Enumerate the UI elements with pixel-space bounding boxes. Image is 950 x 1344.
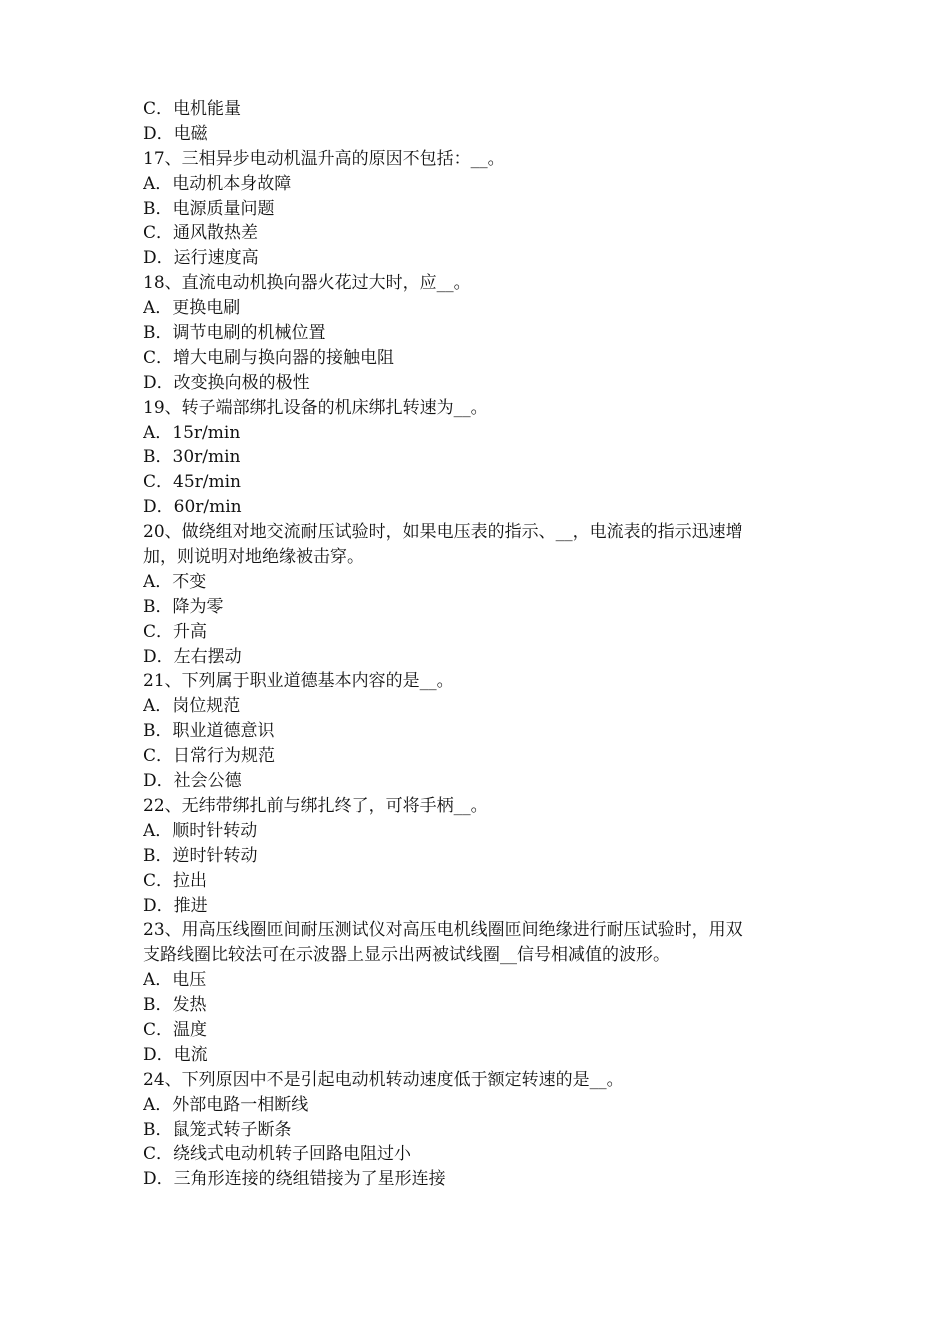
option-line: [143, 346, 813, 371]
option-text: 左右摆动: [173, 646, 242, 667]
option-separator: ．: [156, 1169, 174, 1190]
option-line: [143, 645, 813, 670]
option-separator: ．: [155, 970, 173, 991]
option-letter: A: [143, 173, 156, 194]
option-separator: ．: [155, 1094, 173, 1115]
option-letter: C: [143, 223, 157, 244]
question-text: 转子端部绑扎设备的机床绑扎转速为__。: [181, 397, 488, 418]
option-text: 外部电路一相断线: [172, 1094, 309, 1115]
option-letter: D: [143, 771, 157, 792]
question-22: [143, 794, 813, 819]
option-line: [143, 197, 813, 222]
question-separator: 、: [164, 920, 182, 941]
option-letter: B: [143, 596, 156, 617]
option-line: [143, 470, 813, 495]
option-letter: C: [143, 746, 157, 767]
option-text: 电磁: [173, 123, 208, 144]
question-separator: 、: [164, 273, 182, 294]
option-separator: ．: [156, 895, 174, 916]
option-letter: A: [143, 970, 156, 991]
question-number: 19: [143, 397, 165, 418]
option-line: [143, 1018, 813, 1043]
option-separator: ．: [155, 422, 173, 443]
option-letter: A: [143, 422, 156, 443]
option-line: [143, 1043, 813, 1068]
option-letter: B: [143, 447, 156, 468]
option-letter: C: [143, 1144, 157, 1165]
option-separator: ．: [155, 696, 173, 717]
option-text: 增大电刷与换向器的接触电阻: [173, 347, 395, 368]
option-letter: D: [143, 372, 157, 393]
option-letter: C: [143, 1019, 157, 1040]
option-text: 岗位规范: [172, 696, 241, 717]
option-separator: ．: [155, 447, 173, 468]
option-letter: B: [143, 721, 156, 742]
question-number: 22: [143, 795, 165, 816]
question-text: 用高压线圈匝间耐压测试仪对高压电机线圈匝间绝缘进行耐压试验时，用双: [181, 920, 743, 941]
question-21: [143, 669, 813, 694]
option-text: 15r/min: [172, 422, 241, 443]
question-text: 下列属于职业道德基本内容的是__。: [181, 671, 454, 692]
option-line: [143, 819, 813, 844]
question-text: 做绕组对地交流耐压试验时，如果电压表的指示、__，电流表的指示迅速增: [181, 522, 743, 543]
option-separator: ．: [156, 497, 174, 518]
option-letter: D: [143, 895, 157, 916]
option-separator: ．: [156, 347, 174, 368]
option-text: 逆时针转动: [172, 845, 258, 866]
option-text: 三角形连接的绕组错接为了星形连接: [173, 1169, 446, 1190]
question-number: 18: [143, 273, 165, 294]
option-letter: D: [143, 248, 157, 269]
option-text: 通风散热差: [173, 223, 259, 244]
option-line: [143, 769, 813, 794]
option-text: 职业道德意识: [172, 721, 275, 742]
option-line: [143, 421, 813, 446]
option-separator: ．: [156, 746, 174, 767]
question-separator: 、: [164, 148, 182, 169]
option-text: 升高: [173, 621, 208, 642]
option-text: 30r/min: [172, 447, 241, 468]
option-line: [143, 1093, 813, 1118]
option-separator: ．: [155, 298, 173, 319]
option-line: [143, 221, 813, 246]
option-separator: ．: [156, 1044, 174, 1065]
question-19: [143, 396, 813, 421]
question-separator: 、: [164, 1069, 182, 1090]
option-text: 45r/min: [173, 472, 242, 493]
option-letter: B: [143, 323, 156, 344]
question-20: [143, 520, 813, 545]
option-separator: ．: [156, 771, 174, 792]
question-18: [143, 271, 813, 296]
option-line: [143, 296, 813, 321]
question-separator: 、: [164, 671, 182, 692]
question-number: 20: [143, 522, 165, 543]
option-letter: C: [143, 472, 157, 493]
option-text: 鼠笼式转子断条: [172, 1119, 292, 1140]
question-text: 加，则说明对地绝缘被击穿。: [143, 547, 364, 568]
option-line: [143, 1142, 813, 1167]
option-separator: ．: [155, 845, 173, 866]
option-separator: ．: [156, 1144, 174, 1165]
option-letter: B: [143, 1119, 156, 1140]
option-text: 降为零: [172, 596, 224, 617]
option-separator: ．: [156, 646, 174, 667]
option-text: 绕线式电动机转子回路电阻过小: [173, 1144, 412, 1165]
option-line: [143, 172, 813, 197]
option-letter: A: [143, 696, 156, 717]
question-text: 下列原因中不是引起电动机转动速度低于额定转速的是__。: [181, 1069, 624, 1090]
option-text: 社会公德: [173, 771, 242, 792]
option-letter: C: [143, 99, 157, 119]
option-line: [143, 1118, 813, 1143]
option-separator: ．: [156, 621, 174, 642]
option-line: [143, 246, 813, 271]
option-line: [143, 371, 813, 396]
option-separator: ．: [155, 571, 173, 592]
question-separator: 、: [164, 397, 182, 418]
question-text: 无纬带绑扎前与绑扎终了，可将手柄__。: [181, 795, 488, 816]
option-line: [143, 620, 813, 645]
option-line: [143, 744, 813, 769]
option-letter: D: [143, 1044, 157, 1065]
option-separator: ．: [155, 173, 173, 194]
option-separator: ．: [156, 870, 174, 891]
option-line: [143, 495, 813, 520]
option-text: 改变换向极的极性: [173, 372, 310, 393]
option-letter: D: [143, 1169, 157, 1190]
question-number: 23: [143, 920, 165, 941]
option-line: [143, 97, 813, 122]
option-separator: ．: [155, 323, 173, 344]
question-23-continued: [143, 943, 813, 968]
option-separator: ．: [156, 372, 174, 393]
option-letter: B: [143, 995, 156, 1016]
option-line: [143, 719, 813, 744]
option-text: 电机能量: [173, 99, 242, 119]
option-separator: ．: [155, 721, 173, 742]
option-letter: A: [143, 298, 156, 319]
option-separator: ．: [156, 248, 174, 269]
option-line: [143, 694, 813, 719]
option-line: [143, 122, 813, 147]
option-text: 发热: [172, 995, 207, 1016]
option-separator: ．: [155, 596, 173, 617]
option-line: [143, 570, 813, 595]
option-line: [143, 844, 813, 869]
option-letter: A: [143, 820, 156, 841]
document-page: [143, 97, 813, 1192]
option-line: [143, 869, 813, 894]
option-letter: B: [143, 845, 156, 866]
option-text: 电动机本身故障: [172, 173, 292, 194]
option-separator: ．: [155, 820, 173, 841]
question-separator: 、: [164, 522, 182, 543]
option-line: [143, 321, 813, 346]
question-number: 17: [143, 148, 165, 169]
option-text: 温度: [173, 1019, 208, 1040]
option-text: 日常行为规范: [173, 746, 276, 767]
option-line: [143, 894, 813, 919]
option-letter: A: [143, 571, 156, 592]
option-letter: B: [143, 198, 156, 219]
question-text: 直流电动机换向器火花过大时，应__。: [181, 273, 471, 294]
option-line: [143, 595, 813, 620]
option-letter: D: [143, 123, 157, 144]
option-separator: ．: [156, 472, 174, 493]
question-24: [143, 1068, 813, 1093]
option-text: 拉出: [173, 870, 208, 891]
option-letter: C: [143, 621, 157, 642]
question-separator: 、: [164, 795, 182, 816]
option-text: 60r/min: [173, 497, 242, 518]
option-text: 更换电刷: [172, 298, 241, 319]
option-text: 电源质量问题: [172, 198, 275, 219]
option-letter: C: [143, 347, 157, 368]
option-line: [143, 1167, 813, 1192]
option-text: 运行速度高: [173, 248, 259, 269]
option-text: 顺时针转动: [172, 820, 258, 841]
question-17: [143, 147, 813, 172]
question-23: [143, 918, 813, 943]
option-letter: A: [143, 1094, 156, 1115]
option-separator: ．: [156, 123, 174, 144]
option-separator: ．: [156, 223, 174, 244]
option-text: 调节电刷的机械位置: [172, 323, 326, 344]
question-number: 21: [143, 671, 165, 692]
option-text: 电流: [173, 1044, 208, 1065]
question-text: 三相异步电动机温升高的原因不包括：__。: [181, 148, 505, 169]
option-letter: D: [143, 646, 157, 667]
option-separator: ．: [155, 1119, 173, 1140]
option-separator: ．: [156, 1019, 174, 1040]
option-letter: D: [143, 497, 157, 518]
option-separator: ．: [155, 198, 173, 219]
question-number: 24: [143, 1069, 165, 1090]
option-line: [143, 445, 813, 470]
option-text: 不变: [172, 571, 207, 592]
option-text: 推进: [173, 895, 208, 916]
option-text: 电压: [172, 970, 207, 991]
option-separator: ．: [156, 99, 174, 119]
option-line: [143, 993, 813, 1018]
option-line: [143, 968, 813, 993]
question-text: 支路线圈比较法可在示波器上显示出两被试线圈__信号相减值的波形。: [143, 945, 670, 966]
option-letter: C: [143, 870, 157, 891]
question-20-continued: [143, 545, 813, 570]
option-separator: ．: [155, 995, 173, 1016]
